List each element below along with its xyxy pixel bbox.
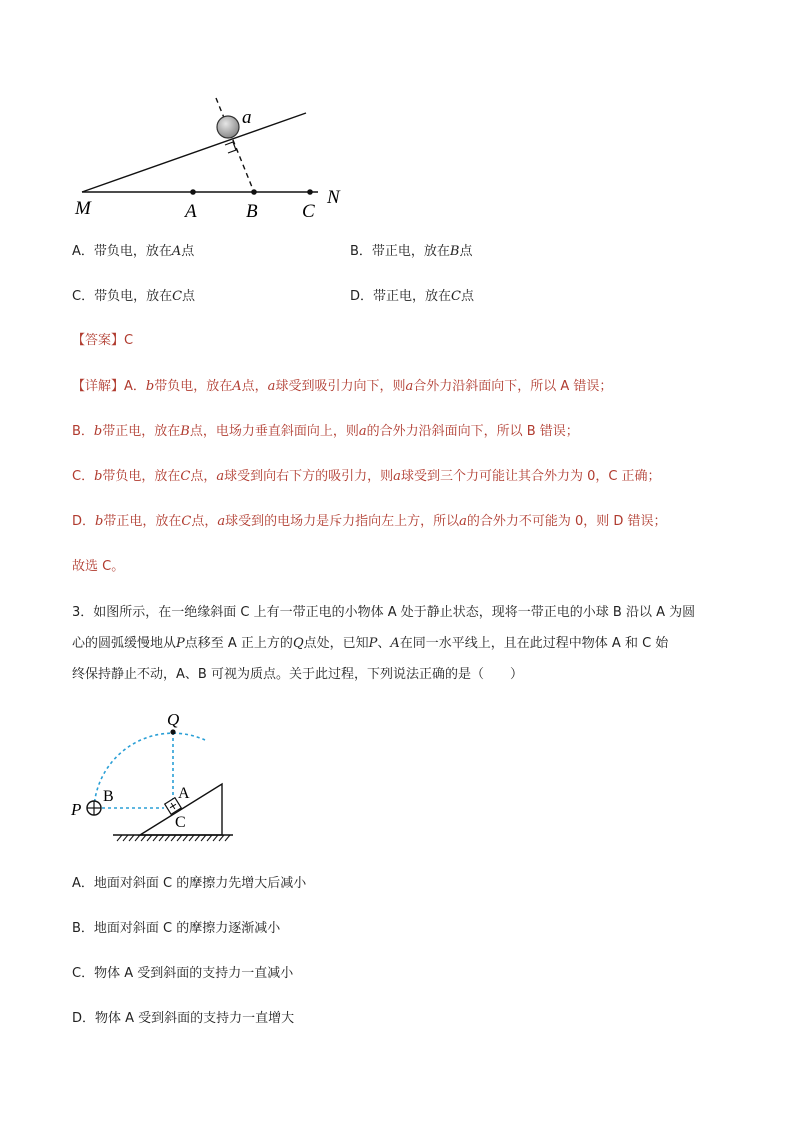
q3-var: A bbox=[390, 636, 400, 651]
detail-var: a bbox=[405, 379, 414, 394]
option-d bbox=[350, 288, 474, 306]
detail-text: 带正电，放在 bbox=[102, 424, 181, 439]
q3-text: 点移至 A 正上方的 bbox=[184, 636, 293, 651]
detail-var: a bbox=[216, 469, 225, 484]
label-P: P bbox=[71, 800, 82, 819]
option-d-text: D．带正电，放在 bbox=[350, 289, 452, 304]
q3-line-2 bbox=[72, 635, 668, 653]
option-a-var: A bbox=[171, 244, 182, 259]
label-Q: Q bbox=[167, 710, 180, 729]
label-B: B bbox=[103, 788, 114, 805]
q3-option-a: A．地面对斜面 C 的摩擦力先增大后减小 bbox=[72, 876, 307, 891]
detail-line-3 bbox=[72, 468, 661, 486]
detail-text: A． bbox=[124, 379, 146, 394]
q3-var: P bbox=[368, 636, 378, 651]
q3-text: 3．如图所示，在一绝缘斜面 C 上有一带正电的小物体 A 处于静止状态，现将一带正电的小球 B 沿以 A 为圆 bbox=[72, 605, 696, 620]
option-c-var: C bbox=[172, 289, 183, 304]
q3-text: 点处，已知 bbox=[303, 636, 369, 651]
detail-var: a bbox=[459, 514, 467, 529]
detail-var: a bbox=[267, 379, 276, 394]
point-A bbox=[190, 189, 196, 195]
detail-text: 带负电，放在 bbox=[102, 469, 181, 484]
detail-text: 球受到的电场力是斥力指向左上方，所以 bbox=[225, 514, 460, 529]
detail-var: a bbox=[393, 469, 401, 484]
detail-var: B bbox=[180, 424, 190, 439]
detail-text: 球受到三个力可能让其合外力为 0，C 正确； bbox=[400, 469, 661, 484]
q3-text: 终保持静止不动，A、B 可视为质点。关于此过程，下列说法正确的是（ ） bbox=[72, 667, 523, 682]
detail-label: 【详解】 bbox=[72, 379, 125, 394]
detail-text: 球受到向右下方的吸引力，则 bbox=[224, 469, 394, 484]
label-N: N bbox=[327, 187, 340, 208]
q3-line-3 bbox=[72, 666, 523, 684]
option-d-var: C bbox=[451, 289, 461, 304]
option-b-suffix: 点 bbox=[459, 244, 473, 259]
incline-line bbox=[82, 113, 306, 192]
answer-value: C bbox=[124, 333, 134, 348]
label-C: C bbox=[302, 201, 315, 222]
detail-line-2 bbox=[72, 423, 579, 441]
point-Q bbox=[170, 729, 175, 734]
detail-var: b bbox=[95, 514, 104, 529]
detail-text: C． bbox=[72, 469, 95, 484]
option-c-suffix: 点 bbox=[182, 289, 196, 304]
detail-text: 点，电场力垂直斜面向上，则 bbox=[189, 424, 359, 439]
detail-var: C bbox=[180, 469, 191, 484]
answer-line bbox=[72, 332, 133, 350]
ball-b bbox=[87, 801, 101, 815]
detail-var: A bbox=[232, 379, 242, 394]
answer-label: 【答案】 bbox=[72, 333, 125, 348]
q3-var: Q bbox=[292, 636, 304, 651]
detail-var: b bbox=[145, 379, 155, 394]
detail-var: b bbox=[93, 424, 103, 439]
detail-line-1 bbox=[72, 378, 612, 396]
ground-hatch bbox=[117, 835, 230, 841]
detail-text: 的合外力沿斜面向下，所以 B 错误； bbox=[366, 424, 579, 439]
option-b-text: B．带正电，放在 bbox=[350, 244, 450, 259]
option-a bbox=[72, 243, 194, 261]
detail-text: 带正电，放在 bbox=[103, 514, 182, 529]
detail-conclusion: 故选 C。 bbox=[72, 559, 125, 574]
label-B: B bbox=[246, 201, 258, 222]
detail-text: 合外力沿斜面向下，所以 A 错误； bbox=[413, 379, 613, 394]
option-b bbox=[350, 243, 473, 261]
detail-text: 的合外力不可能为 0，则 D 错误； bbox=[466, 514, 667, 529]
q3-text: 、 bbox=[377, 636, 391, 651]
detail-var: C bbox=[181, 514, 192, 529]
detail-text: 点， bbox=[241, 379, 268, 394]
option-b-var: B bbox=[449, 244, 460, 259]
point-B bbox=[251, 189, 257, 195]
q3-option-c: C．物体 A 受到斜面的支持力一直减小 bbox=[72, 966, 294, 981]
q3-var: P bbox=[176, 636, 185, 651]
detail-var: a bbox=[358, 424, 367, 439]
detail-text: 点， bbox=[190, 469, 217, 484]
ball-a bbox=[217, 116, 239, 138]
option-a-suffix: 点 bbox=[181, 244, 195, 259]
point-C bbox=[307, 189, 313, 195]
option-c bbox=[72, 288, 195, 306]
figure-arc-incline bbox=[65, 700, 245, 850]
detail-line-4 bbox=[72, 513, 667, 531]
detail-text: 点， bbox=[191, 514, 218, 529]
q3-text: 在同一水平线上，且在此过程中物体 A 和 C 始 bbox=[399, 636, 669, 651]
q3-line-1 bbox=[72, 604, 695, 622]
label-C: C bbox=[175, 814, 186, 831]
q3-option-b: B．地面对斜面 C 的摩擦力逐渐减小 bbox=[72, 921, 281, 936]
label-A: A bbox=[185, 201, 197, 222]
detail-var: a bbox=[217, 514, 226, 529]
q3-option-d: D．物体 A 受到斜面的支持力一直增大 bbox=[72, 1011, 295, 1026]
detail-text: 带负电，放在 bbox=[154, 379, 233, 394]
label-M: M bbox=[75, 198, 91, 219]
detail-text: D． bbox=[72, 514, 96, 529]
detail-var: b bbox=[94, 469, 103, 484]
q3-text: 心的圆弧缓慢地从 bbox=[72, 636, 177, 651]
figure-incline-charges bbox=[60, 90, 360, 225]
option-d-suffix: 点 bbox=[460, 289, 474, 304]
detail-text: 球受到吸引力向下，则 bbox=[275, 379, 406, 394]
label-a: a bbox=[242, 107, 252, 128]
option-c-text: C．带负电，放在 bbox=[72, 289, 173, 304]
option-a-text: A．带负电，放在 bbox=[72, 244, 172, 259]
detail-text: B． bbox=[72, 424, 94, 439]
label-A: A bbox=[178, 785, 190, 802]
